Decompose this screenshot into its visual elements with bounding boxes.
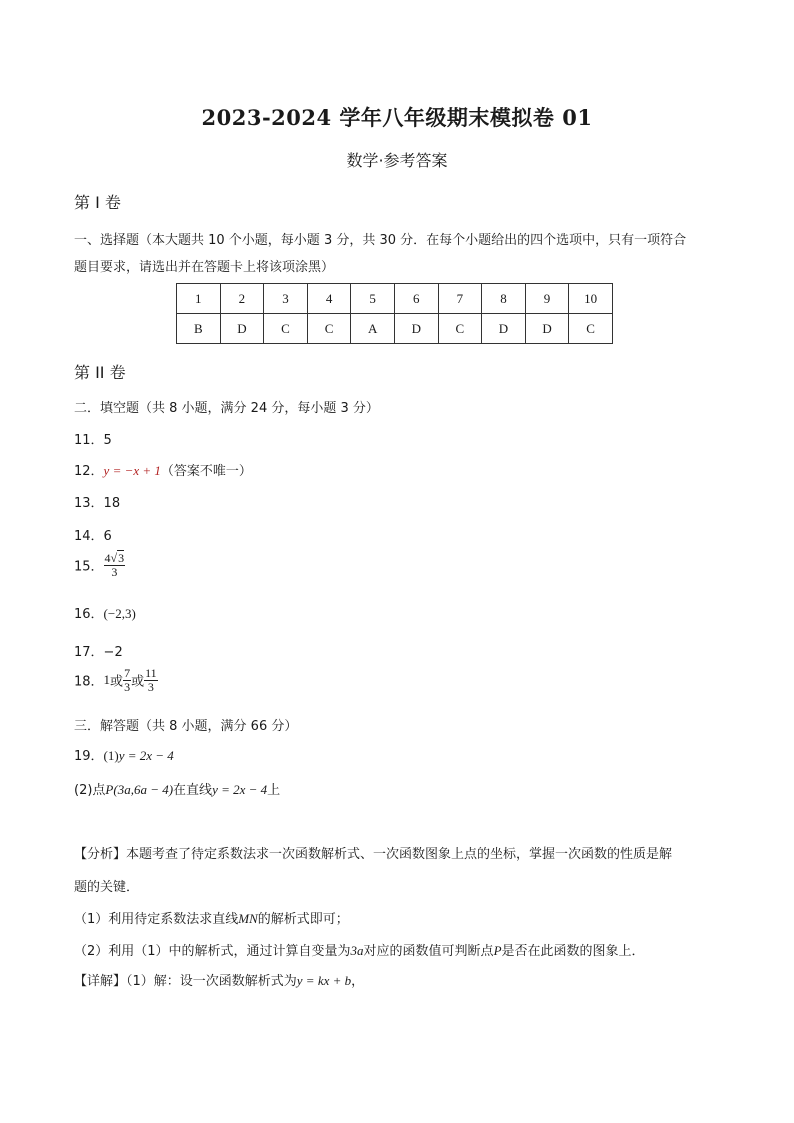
volume-2-label: 第 II 卷 <box>74 363 126 382</box>
answer-13 <box>74 492 120 511</box>
analysis-text: （2）利用（1）中的解析式，通过计算自变量为 <box>74 944 351 959</box>
answer-value: 5 <box>103 433 112 448</box>
answer-12 <box>74 460 252 479</box>
or-word: 或 <box>110 674 124 690</box>
question-number-cell: 8 <box>482 284 526 314</box>
question-number: 19． <box>74 749 104 764</box>
question-number-cell: 5 <box>351 284 395 314</box>
analysis-text: 对应的函数值可判断点 <box>363 944 494 959</box>
analysis-text: ， <box>351 974 365 989</box>
answer-table <box>176 283 613 344</box>
answer-expression: y = −x + 1 <box>103 463 161 478</box>
question-number: 15． <box>74 559 104 575</box>
answer-19-part-2 <box>74 779 280 798</box>
fraction <box>123 667 131 693</box>
math-inline: MN <box>238 911 258 926</box>
fraction-denominator: 3 <box>124 679 131 694</box>
page-subtitle: 数学·参考答案 <box>346 151 448 170</box>
detail-line-1 <box>74 970 364 989</box>
question-number: 17． <box>74 645 104 660</box>
analysis-line-4 <box>74 940 645 959</box>
answer-cell: C <box>438 314 482 344</box>
answer-15 <box>74 552 125 578</box>
answer-cell: D <box>525 314 569 344</box>
math-inline: P <box>493 943 502 958</box>
choice-instruction-line-1: 一、选择题（本大题共 10 个小题，每小题 3 分，共 30 分．在每个小题给出的四个选项中，只有一项符合 <box>74 233 687 248</box>
fraction-denominator: 3 <box>147 679 154 694</box>
answer-table-number-row <box>177 284 613 314</box>
question-number-cell: 10 <box>569 284 613 314</box>
question-number: 14． <box>74 529 104 544</box>
connector-text: 在直线 <box>173 783 213 798</box>
question-number-cell: 7 <box>438 284 482 314</box>
question-number-cell: 6 <box>394 284 438 314</box>
question-number: 18． <box>74 674 104 690</box>
answer-17 <box>74 641 123 660</box>
question-number-cell: 3 <box>264 284 308 314</box>
trailing-text: 上 <box>267 783 281 798</box>
volume-1-label: 第 I 卷 <box>74 193 121 212</box>
answer-cell: C <box>307 314 351 344</box>
answer-value: 18 <box>103 496 121 511</box>
line-expression: y = 2x − 4 <box>212 782 268 797</box>
fraction <box>144 667 158 693</box>
answer-cell: C <box>569 314 613 344</box>
solve-heading: 三．解答题（共 8 小题，满分 66 分） <box>74 719 298 734</box>
analysis-line-2: 题的关键． <box>74 880 140 895</box>
answer-19-part-1 <box>74 745 174 764</box>
answer-14 <box>74 525 112 544</box>
analysis-text: 【详解】（1）解：设一次函数解析式为 <box>74 974 297 989</box>
analysis-text: 的解析式即可； <box>257 912 349 927</box>
analysis-text: （1）利用待定系数法求直线 <box>74 912 239 927</box>
math-inline: 3a <box>350 943 364 958</box>
answer-value: 6 <box>103 529 112 544</box>
math-inline: y = kx + b <box>296 973 352 988</box>
or-word: 或 <box>131 674 145 690</box>
numerator-coefficient: 4 <box>104 551 111 565</box>
answer-value: −2 <box>103 645 123 660</box>
question-number-cell: 4 <box>307 284 351 314</box>
fill-blank-heading: 二．填空题（共 8 小题，满分 24 分，每小题 3 分） <box>74 401 379 416</box>
part-label: (2)点 <box>74 783 106 798</box>
sqrt-symbol: √ <box>110 551 118 565</box>
question-number: 12． <box>74 464 104 479</box>
answer-cell: A <box>351 314 395 344</box>
question-number-cell: 1 <box>177 284 221 314</box>
part-label: (1) <box>103 748 119 763</box>
answer-table-answer-row <box>177 314 613 344</box>
answer-value: (−2,3) <box>103 606 136 621</box>
radicand: 3 <box>118 551 125 565</box>
choice-instruction-line-2: 题目要求，请选出并在答题卡上将该项涂黑） <box>74 260 335 275</box>
fraction-numerator: 11 <box>145 666 157 680</box>
answer-16 <box>74 603 136 622</box>
answer-cell: D <box>394 314 438 344</box>
analysis-line-3 <box>74 908 349 927</box>
fraction-denominator: 3 <box>111 564 118 579</box>
analysis-line-1: 【分析】本题考查了待定系数法求一次函数解析式、一次函数图象上点的坐标，掌握一次函数的性质是解 <box>74 847 673 862</box>
answer-11 <box>74 429 112 448</box>
answer-cell: D <box>482 314 526 344</box>
question-number-cell: 9 <box>525 284 569 314</box>
question-number: 16． <box>74 607 104 622</box>
question-number: 11． <box>74 433 104 448</box>
answer-18 <box>74 667 158 693</box>
question-number-cell: 2 <box>220 284 264 314</box>
answer-cell: D <box>220 314 264 344</box>
answer-first: 1 <box>103 672 111 688</box>
fraction-numerator <box>104 552 126 566</box>
page-title: 2023-2024 学年八年级期末模拟卷 01 <box>201 105 593 130</box>
question-number: 13． <box>74 496 104 511</box>
analysis-text: 是否在此函数的图象上． <box>501 944 645 959</box>
answer-cell: C <box>264 314 308 344</box>
fraction <box>104 552 126 578</box>
answer-expression: y = 2x − 4 <box>118 748 174 763</box>
fraction-numerator: 7 <box>124 666 131 680</box>
point-expression: P(3a,6a − 4) <box>105 782 174 797</box>
answer-note: （答案不唯一） <box>160 464 252 479</box>
answer-cell: B <box>177 314 221 344</box>
